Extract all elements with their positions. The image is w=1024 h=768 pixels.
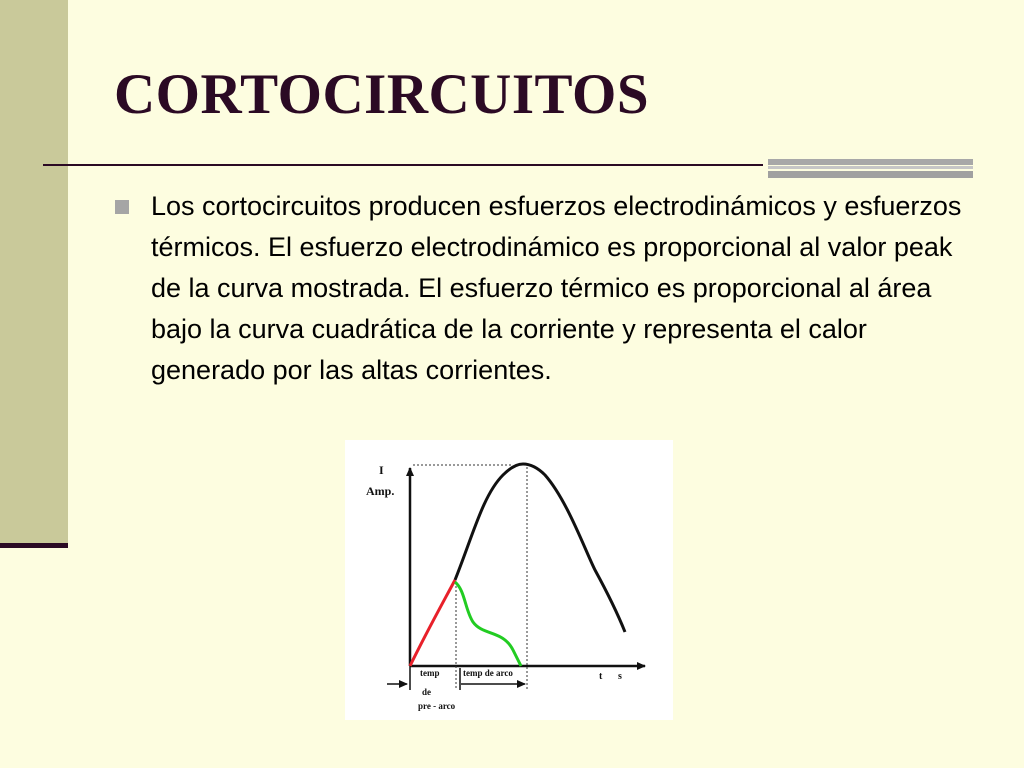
- pre-arc-label-line2: de: [422, 687, 431, 697]
- short-circuit-current-figure: [345, 440, 673, 720]
- title-divider: [43, 164, 763, 166]
- pre-arc-label-line1: temp: [420, 668, 440, 678]
- y-axis-label-symbol: I: [379, 463, 384, 477]
- accent-bar: [768, 159, 973, 165]
- left-decor-band: [0, 0, 68, 546]
- accent-bar: [768, 166, 973, 169]
- slide-title: CORTOCIRCUITOS: [114, 63, 650, 126]
- bullet-square-icon: [115, 200, 129, 214]
- left-decor-band-edge: [0, 543, 68, 548]
- pre-arc-label-line3: pre - arco: [418, 701, 456, 711]
- x-axis-label-t: t: [599, 671, 603, 682]
- y-axis-label-unit: Amp.: [366, 484, 395, 498]
- main-current-curve: [455, 464, 625, 632]
- accent-bar: [768, 171, 973, 178]
- accent-bars: [768, 159, 973, 179]
- pre-arc-curve: [410, 580, 455, 666]
- arc-current-curve: [455, 582, 521, 666]
- current-curve-diagram: [345, 440, 673, 720]
- arc-interval-label: temp de arco: [463, 668, 513, 678]
- x-axis-label-s: s: [618, 671, 622, 682]
- bullet-paragraph: Los cortocircuitos producen esfuerzos electrodinámicos y esfuerzos térmicos. El esfuerzo electrodinámico es proporcional al valor peak de la curva mostrada. El esfuerzo térmico es proporcional al área bajo la curva cuadrática de la corriente y representa el calor generado por las altas corrientes.: [151, 191, 962, 385]
